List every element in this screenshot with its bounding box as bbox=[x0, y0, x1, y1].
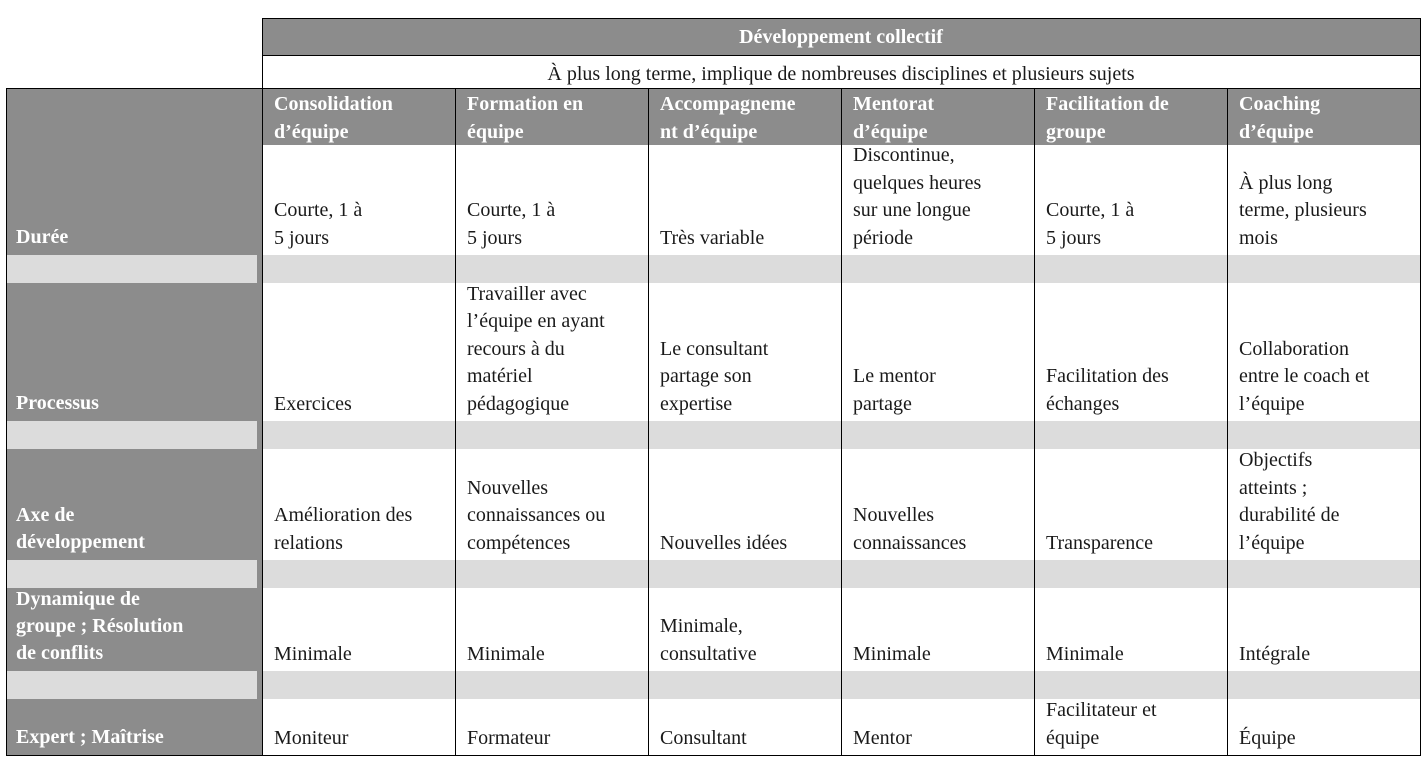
table-cell: Minimale bbox=[1046, 642, 1124, 665]
column-header-consolidation: Consolidation d’équipe bbox=[274, 93, 393, 143]
table-cell: Exercices bbox=[274, 392, 352, 415]
row-header-expert: Expert ; Maîtrise bbox=[16, 726, 164, 748]
table-cell: Objectifs atteints ; durabilité de l’équipe bbox=[1239, 449, 1340, 554]
table-cell: Minimale, consultative bbox=[660, 615, 757, 665]
table-cell: Courte, 1 à 5 jours bbox=[274, 199, 363, 249]
column-header-facilitation: Facilitation de groupe bbox=[1046, 93, 1169, 143]
row-header-processus: Processus bbox=[16, 392, 99, 414]
table-subtitle: À plus long terme, implique de nombreuses disciplines et plusieurs sujets bbox=[262, 55, 1420, 88]
row-header-separator bbox=[6, 560, 257, 588]
border-line bbox=[455, 88, 456, 756]
border-line bbox=[1227, 88, 1228, 756]
table-cell: Mentor bbox=[853, 726, 912, 749]
column-header-formation: Formation en équipe bbox=[467, 93, 584, 143]
table-cell: Moniteur bbox=[274, 726, 349, 749]
table-cell: Travailler avec l’équipe en ayant recours à du matériel pédagogique bbox=[467, 282, 605, 415]
border-line bbox=[1034, 88, 1035, 756]
border-line bbox=[262, 18, 1421, 19]
border-line bbox=[648, 88, 649, 756]
table-cell: Courte, 1 à 5 jours bbox=[467, 199, 556, 249]
row-header-separator bbox=[6, 255, 257, 283]
table-cell: Formateur bbox=[467, 726, 551, 749]
table-cell: Amélioration des relations bbox=[274, 504, 413, 554]
table-cell: Nouvelles connaissances ou compétences bbox=[467, 476, 606, 554]
table-cell: Collaboration entre le coach et l’équipe bbox=[1239, 337, 1370, 415]
table-cell: Facilitation des échanges bbox=[1046, 365, 1169, 415]
row-header-axe: Axe de développement bbox=[16, 504, 145, 553]
table-cell: Transparence bbox=[1046, 531, 1154, 554]
row-header-dynamique: Dynamique de groupe ; Résolution de conflits bbox=[16, 588, 184, 664]
table-title: Développement collectif bbox=[262, 19, 1420, 55]
table-cell: Le consultant partage son expertise bbox=[660, 337, 769, 415]
border-line bbox=[841, 88, 842, 756]
table-cell: Minimale bbox=[853, 642, 931, 665]
table-cell: Le mentor partage bbox=[853, 365, 936, 415]
table-cell: Intégrale bbox=[1239, 642, 1311, 665]
table-cell: Minimale bbox=[274, 642, 352, 665]
table-cell: Consultant bbox=[660, 726, 747, 749]
border-line bbox=[6, 88, 7, 756]
table-cell: À plus long terme, plusieurs mois bbox=[1239, 171, 1367, 249]
table-cell: Minimale bbox=[467, 642, 545, 665]
table-cell: Courte, 1 à 5 jours bbox=[1046, 199, 1135, 249]
border-line bbox=[262, 18, 263, 756]
border-line bbox=[6, 755, 1421, 756]
column-header-mentorat: Mentorat d’équipe bbox=[853, 93, 935, 143]
column-header-coaching: Coaching d’équipe bbox=[1239, 93, 1321, 143]
border-line bbox=[262, 55, 1421, 56]
table-cell: Nouvelles connaissances bbox=[853, 504, 967, 554]
row-header-separator bbox=[6, 671, 257, 699]
row-header-duree: Durée bbox=[16, 226, 69, 248]
row-header-separator bbox=[6, 421, 257, 449]
column-header-accompagnement: Accompagneme nt d’équipe bbox=[660, 93, 796, 143]
table-cell: Discontinue, quelques heures sur une longue période bbox=[853, 144, 982, 249]
table-cell: Nouvelles idées bbox=[660, 531, 788, 554]
table-cell: Équipe bbox=[1239, 726, 1296, 749]
border-line bbox=[1420, 18, 1421, 756]
table-cell: Très variable bbox=[660, 226, 765, 249]
table-cell: Facilitateur et équipe bbox=[1046, 699, 1157, 749]
border-line bbox=[6, 88, 1421, 89]
